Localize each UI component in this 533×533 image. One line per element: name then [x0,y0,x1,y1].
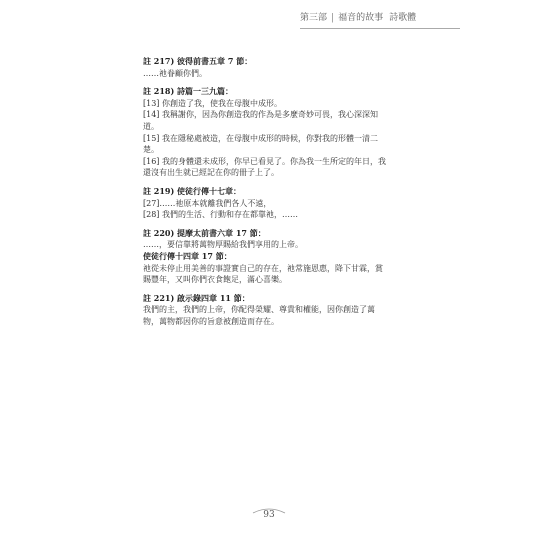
footnote-217 [143,56,387,79]
footnote-title: 註 218) 詩篇一三九篇： [143,86,234,97]
verse-15: [15] 我在隱秘處被造，在母腹中成形的時候，你對我的形體一清二楚。 [143,133,378,155]
footnote-title: 使徒行傳十四章 17 節： [143,250,232,261]
footnote-title: 註 219) 使徒行傳十七章： [143,185,242,196]
footnote-220 [143,228,387,251]
verse-27: [27]……祂原本就離我們各人不遠， [143,198,272,208]
footnote-221 [143,293,387,328]
footnote-220-acts [143,251,387,286]
footnote-text: ……祂眷顧你們。 [143,68,207,78]
header-part: 第三部 [300,13,328,23]
footnote-218 [143,86,387,179]
footnote-text: 我們的主，我們的上帝，你配得榮耀、尊貴和權能，因你創造了萬物，萬物都因你的旨意被創造而存在。 [143,305,375,326]
footnotes-body [143,56,387,334]
header-rule [300,28,460,29]
footnote-title: 註 221) 啟示錄四章 11 節： [143,292,250,303]
running-header [300,13,460,24]
verse-16: [16] 我的身體還未成形，你早已看見了。你為我一生所定的年日，我還沒有出生就已經記在你的冊子上了。 [143,156,386,178]
verse-13: [13] 你創造了我，使我在母腹中成形。 [143,98,282,108]
footnote-title: 註 220) 提摩太前書六章 17 節： [143,227,266,238]
verse-28: [28] 我們的生活、行動和存在都靠祂，…… [143,210,298,220]
header-book: 詩歌體 [389,13,417,23]
footnote-title: 註 217) 彼得前書五章 7 節： [143,56,253,66]
verse-14: [14] 我稱謝你，因為你創造我的作為是多麼奇妙可畏，我心深深知道。 [143,110,378,131]
footnote-text: ……，要信靠將萬物厚賜給我們享用的上帝。 [143,240,303,250]
footnote-219 [143,186,387,221]
header-separator: | [331,13,335,23]
footnote-text: 祂從未停止用美善的事證實自己的存在，祂常施恩惠，降下甘霖，賞賜豐年，又叫你們衣食飽足，滿心喜樂。 [143,263,383,285]
header-section: 福音的故事 [338,13,384,23]
page-number: 93 [263,510,275,520]
